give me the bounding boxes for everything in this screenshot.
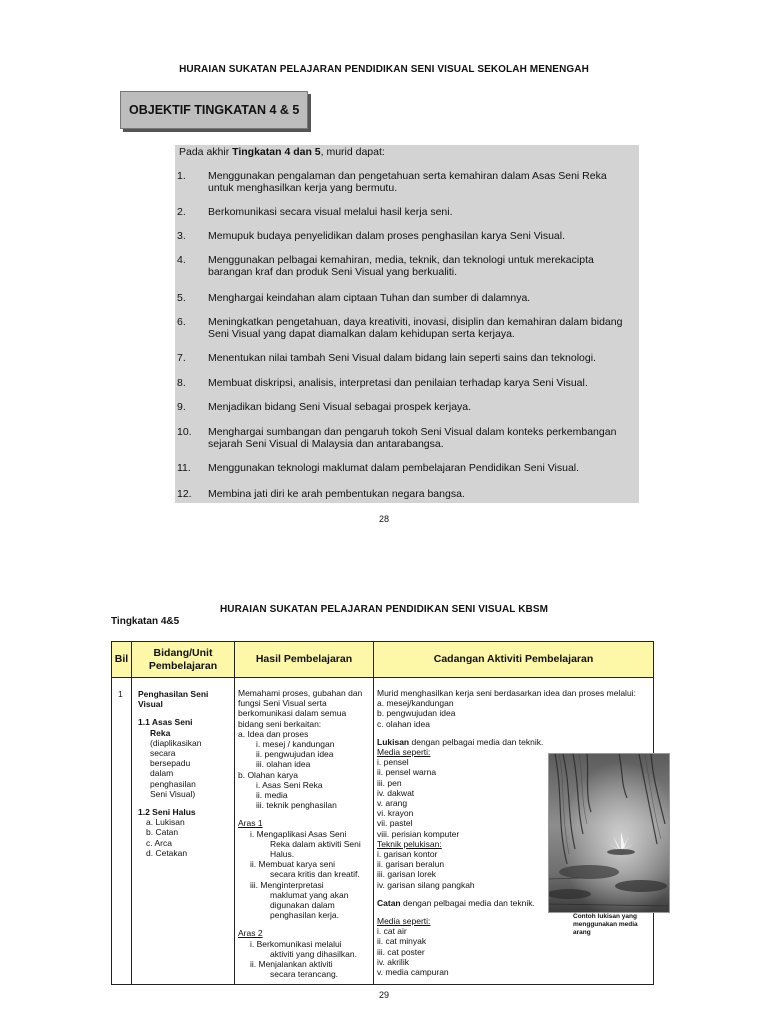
objective-text: Menjadikan bidang Seni Visual sebagai prospek kerjaya. (208, 401, 472, 413)
hasil-line (238, 920, 362, 928)
hasil-line: bidang seni berkaitan: (238, 718, 322, 729)
hasil-line: maklumat yang akan (270, 889, 349, 900)
hasil-line: aktiviti yang dihasilkan. (270, 948, 357, 959)
hasil-line: fungsi Seni Visual serta (238, 698, 327, 709)
table-divider (373, 642, 374, 984)
hasil-line: berkomunikasi dalam semua (238, 708, 347, 719)
objective-number: 1. (177, 170, 186, 182)
cadangan-line: iv. garisan silang pangkah (377, 879, 475, 890)
cadangan-line: iii. pen (377, 777, 402, 788)
cadangan-line: v. media campuran (377, 967, 449, 978)
objective-number: 7. (177, 352, 186, 364)
hasil-line: Aras 2 (238, 928, 263, 939)
cadangan-line: Lukisan dengan pelbagai media dan teknik. (377, 736, 544, 747)
page-number-29: 29 (378, 990, 389, 1000)
page-number-28: 28 (378, 514, 389, 524)
hasil-line: secara kritis dan kreatif. (270, 869, 360, 880)
cadangan-line: ii. cat minyak (377, 936, 427, 947)
cadangan-line: vii. pastel (377, 818, 413, 829)
hasil-line: iii. teknik penghasilan (256, 800, 337, 811)
objective-number: 6. (177, 316, 186, 328)
objective-text: Menggunakan pelbagai kemahiran, media, teknik, dan teknologi untuk merekacipta barangan kraf dan produk Seni Visual yang berkualiti. (208, 254, 594, 278)
hasil-line: Aras 1 (238, 818, 263, 829)
hasil-line: digunakan dalam (270, 900, 335, 911)
objective-number: 11. (177, 462, 191, 474)
tingkatan-label: Tingkatan 4&5 (111, 616, 180, 627)
charcoal-painting-image (548, 753, 670, 913)
cadangan-line: viii. perisian komputer (377, 828, 460, 839)
hasil-line: iii. olahan idea (256, 759, 311, 770)
cadangan-line: Catan dengan pelbagai media dan teknik. (377, 897, 535, 908)
hasil-line: i. Mengaplikasi Asas Seni (250, 828, 347, 839)
page1-header: HURAIAN SUKATAN PELAJARAN PENDIDIKAN SENI VISUAL SEKOLAH MENENGAH (179, 64, 589, 75)
hasil-line: Halus. (270, 849, 295, 860)
hasil-cell (238, 688, 362, 979)
column-header-bidang: Bidang/Unit Pembelajaran (148, 646, 218, 672)
objective-text: Menggunakan teknologi maklumat dalam pembelajaran Pendidikan Seni Visual. (208, 462, 580, 474)
bidang-line: 1.2 Seni Halus (138, 807, 196, 818)
bidang-line (138, 709, 208, 717)
hasil-line: ii. Membuat karya seni (250, 859, 336, 870)
objective-text: Berkomunikasi secara visual melalui hasil kerja seni. (208, 206, 453, 218)
bidang-line: Reka (150, 727, 171, 738)
hasil-line: i. Asas Seni Reka (256, 779, 323, 790)
cadangan-line: i. cat air (377, 926, 407, 937)
bidang-line: Seni Visual) (150, 788, 196, 799)
hasil-line (238, 810, 362, 818)
table-divider (131, 642, 132, 984)
bidang-cell (138, 689, 208, 858)
cadangan-line: Murid menghasilkan kerja seni berdasarkan idea dan proses melalui: (377, 688, 636, 698)
objective-number: 2. (177, 206, 186, 218)
objective-number: 4. (177, 254, 186, 266)
cadangan-line (377, 729, 636, 737)
bidang-line: a. Lukisan (146, 817, 185, 828)
bidang-line: c. Arca (146, 837, 172, 848)
objective-text: Menentukan nilai tambah Seni Visual dalam bidang lain seperti sains dan teknologi. (208, 352, 596, 364)
hasil-line: ii. pengwujudan idea (256, 749, 334, 760)
bidang-line: b. Catan (146, 827, 179, 838)
cadangan-line: i. garisan kontor (377, 849, 438, 860)
objective-number: 10. (177, 426, 192, 438)
objective-number: 8. (177, 377, 186, 389)
cadangan-line: vi. krayon (377, 808, 414, 819)
hasil-line: secara terancang. (270, 969, 339, 980)
hasil-line: iii. Menginterpretasi (250, 879, 324, 890)
cadangan-line: iv. akrilik (377, 956, 409, 967)
cadangan-line: c. olahan idea (377, 718, 430, 729)
column-header-cadangan: Cadangan Aktiviti Pembelajaran (433, 653, 594, 665)
cadangan-line: i. pensel (377, 757, 409, 768)
cadangan-line: ii. garisan beralun (377, 859, 445, 870)
column-header-bil: Bil (114, 653, 129, 665)
objective-text: Menghargai sumbangan dan pengaruh tokoh Seni Visual dalam konteks perkembangan sejarah Seni Visual di Malaysia dan antarabangsa. (208, 426, 617, 450)
cadangan-line: v. arang (377, 798, 408, 809)
objective-text: Membuat diskripsi, analisis, interpretasi dan penilaian terhadap karya Seni Visual. (208, 377, 588, 389)
row-number: 1 (118, 689, 123, 699)
bidang-line: d. Cetakan (146, 847, 188, 858)
bidang-line: bersepadu (150, 758, 191, 769)
hasil-line: i. mesej / kandungan (256, 739, 335, 750)
image-caption: Contoh lukisan yang menggunakan media arang (573, 913, 638, 936)
hasil-line: ii. Menjalankan aktiviti (250, 959, 333, 970)
bidang-line: Penghasilan Seni (138, 689, 209, 699)
cadangan-line: Teknik pelukisan: (377, 838, 442, 849)
objective-number: 9. (177, 401, 186, 413)
cadangan-line: Media seperti: (377, 747, 431, 758)
hasil-line: b. Olahan karya (238, 769, 299, 780)
bidang-line: Visual (138, 699, 163, 710)
table-divider (234, 642, 235, 984)
cadangan-line: b. pengwujudan idea (377, 708, 456, 719)
bidang-line: 1.1 Asas Seni (138, 717, 193, 728)
hasil-line: a. Idea dan proses (238, 728, 309, 739)
bidang-line (138, 799, 208, 807)
objective-title: OBJEKTIF TINGKATAN 4 & 5 (129, 103, 300, 117)
hasil-line: i. Berkomunikasi melalui (250, 938, 342, 949)
bidang-line: (diaplikasikan (150, 737, 202, 748)
cadangan-line: Media seperti: (377, 916, 431, 927)
hasil-line: Reka dalam aktiviti Seni (270, 838, 361, 849)
cadangan-line: ii. pensel warna (377, 767, 437, 778)
bidang-line: dalam (150, 768, 174, 779)
objective-text: Meningkatkan pengetahuan, daya kreativiti, inovasi, disiplin dan kemahiran dalam bidang Seni Visual yang dapat diamalkan dalam kehidupan serta kerjaya. (208, 316, 623, 340)
objective-text: Memupuk budaya penyelidikan dalam proses penghasilan karya Seni Visual. (208, 230, 566, 242)
column-header-hasil: Hasil Pembelajaran (255, 653, 353, 665)
page2-header: HURAIAN SUKATAN PELAJARAN PENDIDIKAN SENI VISUAL KBSM (219, 604, 549, 615)
objective-number: 5. (177, 292, 186, 304)
objective-text: Menghargai keindahan alam ciptaan Tuhan dan sumber di dalamnya. (208, 292, 531, 304)
hasil-line: penghasilan kerja. (270, 910, 339, 921)
bidang-line: secara (150, 748, 176, 759)
objectives-intro: Pada akhir Tingkatan 4 dan 5, murid dapat: (179, 146, 385, 158)
bidang-line: penghasilan (150, 778, 196, 789)
objective-number: 3. (177, 230, 186, 242)
cadangan-line: iv. dakwat (377, 787, 415, 798)
objective-number: 12. (177, 488, 192, 500)
objective-text: Membina jati diri ke arah pembentukan negara bangsa. (208, 488, 465, 500)
cadangan-line: iii. cat poster (377, 946, 425, 957)
cadangan-line: iii. garisan lorek (377, 869, 437, 880)
objective-text: Menggunakan pengalaman dan pengetahuan serta kemahiran dalam Asas Seni Reka untuk menghasilkan kerja yang bermutu. (208, 170, 607, 194)
cadangan-line: a. mesej/kandungan (377, 698, 454, 709)
hasil-line: ii. media (256, 790, 288, 801)
objective-title-box (120, 91, 308, 129)
hasil-line: Memahami proses, gubahan dan (238, 688, 363, 698)
